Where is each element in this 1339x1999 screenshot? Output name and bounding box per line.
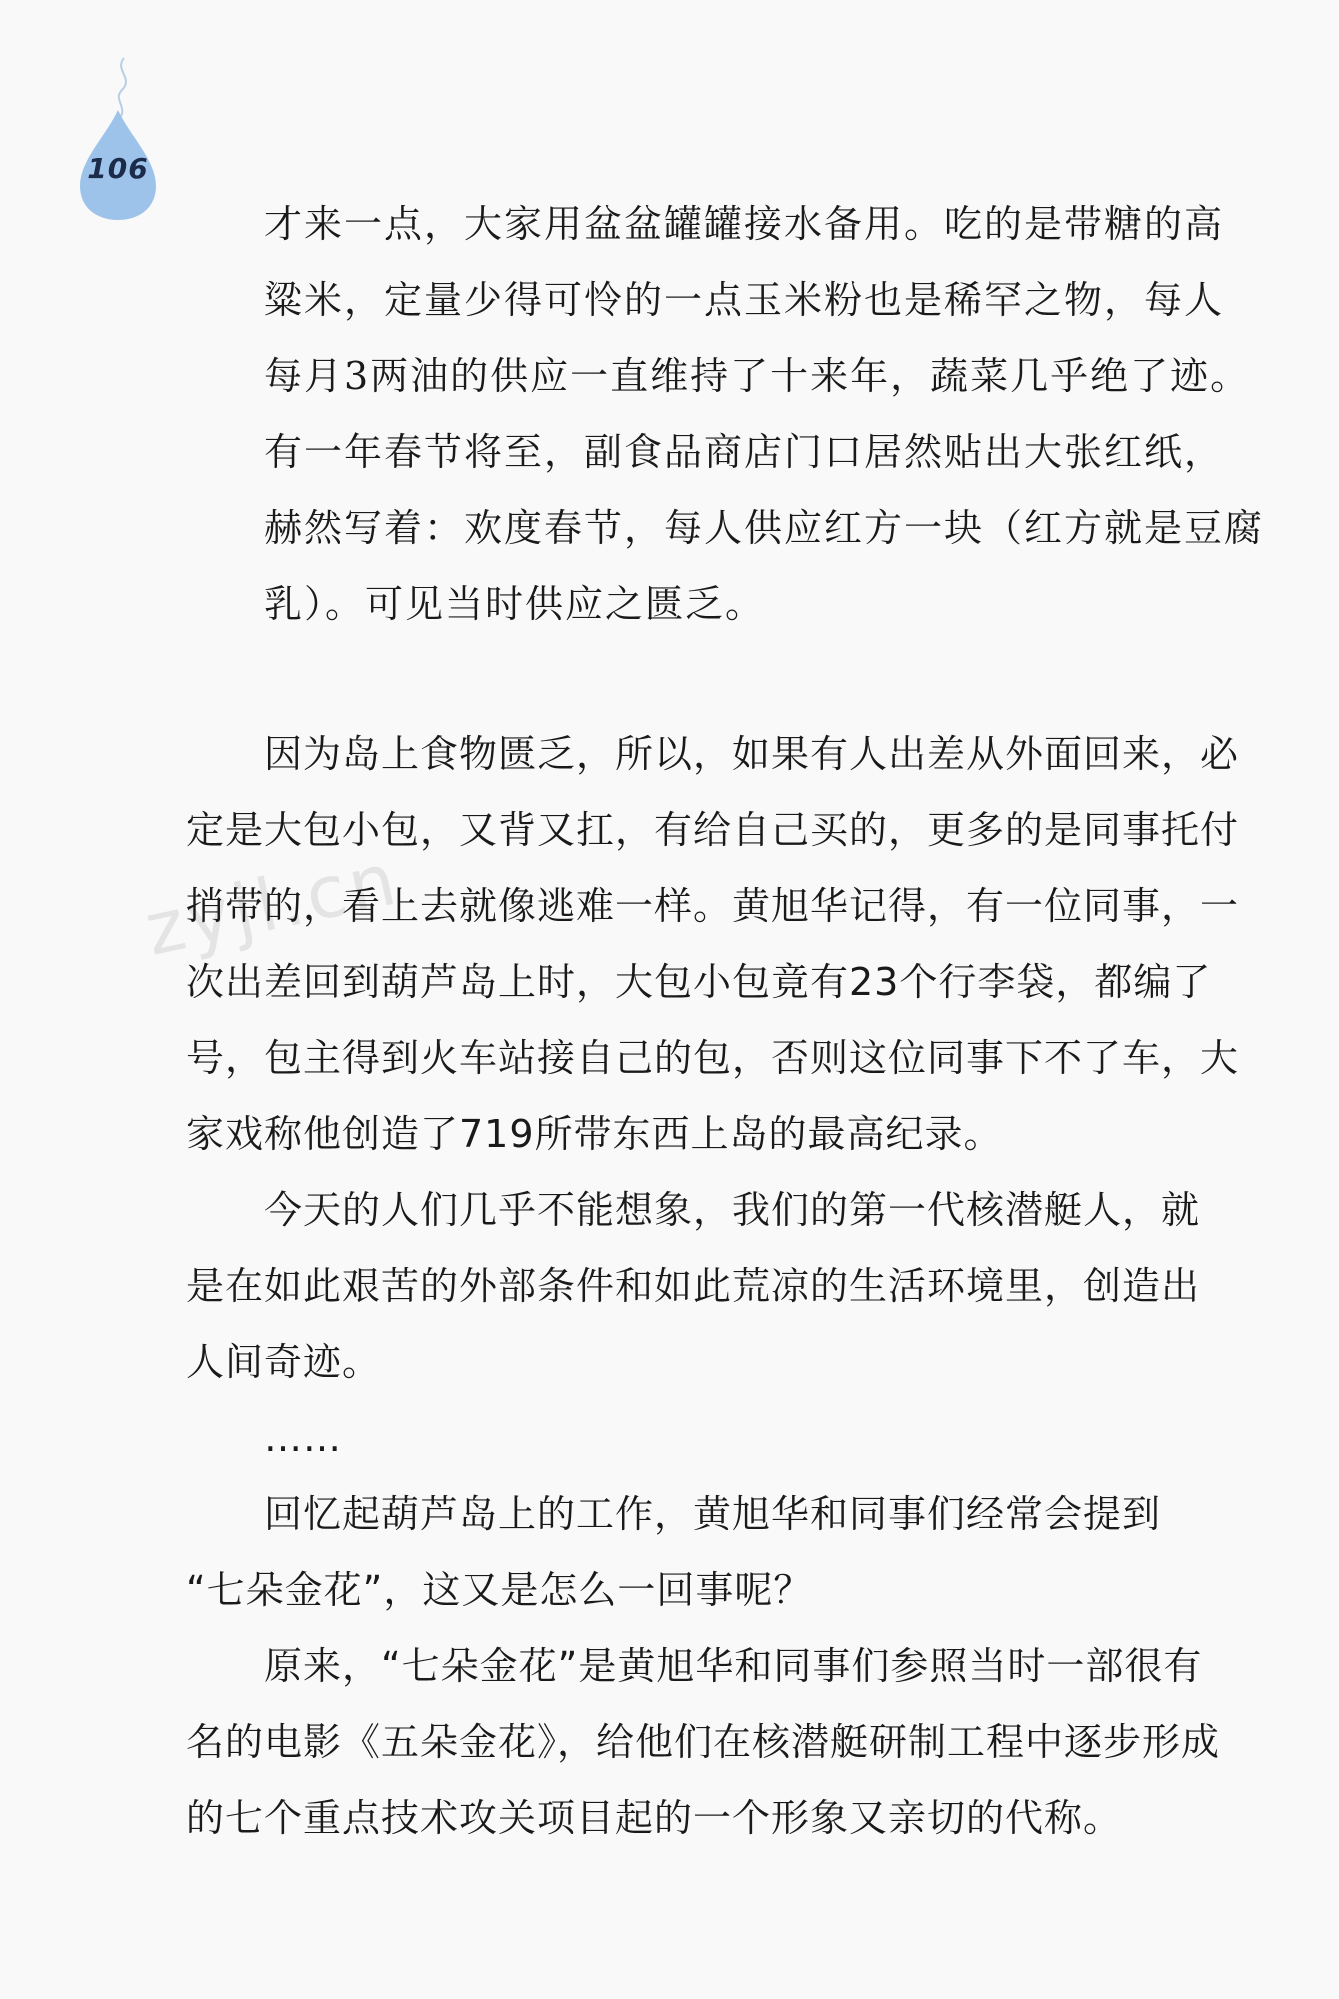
body-line: 因为岛上食物匮乏，所以，如果有人出差从外面回来，必 [264,732,1240,776]
body-line: 原来，“七朵金花”是黄旭华和同事们参照当时一部很有 [264,1644,1203,1688]
quote-line: 才来一点，大家用盆盆罐罐接水备用。吃的是带糖的高 [264,202,1225,246]
body-line: …… [264,1416,342,1460]
body-line: 人间奇迹。 [186,1340,382,1384]
page-number-marker [72,52,164,222]
page-number: 106 [87,152,149,185]
body-line: “七朵金花”，这又是怎么一回事呢？ [186,1568,813,1612]
water-drop-icon [72,52,164,222]
body-line: 号，包主得到火车站接自己的包，否则这位同事下不了车，大 [186,1036,1240,1080]
body-line: 今天的人们几乎不能想象，我们的第一代核潜艇人，就 [264,1188,1201,1232]
body-line: 是在如此艰苦的外部条件和如此荒凉的生活环境里，创造出 [186,1264,1201,1308]
body-line: 定是大包小包，又背又扛，有给自己买的，更多的是同事托付 [186,808,1240,852]
body-line: 家戏称他创造了719所带东西上岛的最高纪录。 [186,1112,1003,1156]
quote-line: 有一年春节将至，副食品商店门口居然贴出大张红纸， [264,430,1225,474]
quoted-passage [264,186,1265,642]
body-text [186,716,1240,1856]
body-line: 次出差回到葫芦岛上时，大包小包竟有23个行李袋，都编了 [186,960,1212,1004]
quote-line: 粱米，定量少得可怜的一点玉米粉也是稀罕之物，每人 [264,278,1225,322]
quote-line: 乳）。可见当时供应之匮乏。 [264,582,766,626]
body-line: 捎带的，看上去就像逃难一样。黄旭华记得，有一位同事，一 [186,884,1240,928]
body-line: 的七个重点技术攻关项目起的一个形象又亲切的代称。 [186,1796,1123,1840]
quote-line: 赫然写着：欢度春节，每人供应红方一块（红方就是豆腐 [264,506,1265,550]
body-line: 名的电影《五朵金花》，给他们在核潜艇研制工程中逐步形成 [186,1720,1221,1764]
quote-line: 每月3两油的供应一直维持了十来年，蔬菜几乎绝了迹。 [264,354,1251,398]
body-line: 回忆起葫芦岛上的工作，黄旭华和同事们经常会提到 [264,1492,1162,1536]
watermark: zyjl.cn [138,836,407,972]
